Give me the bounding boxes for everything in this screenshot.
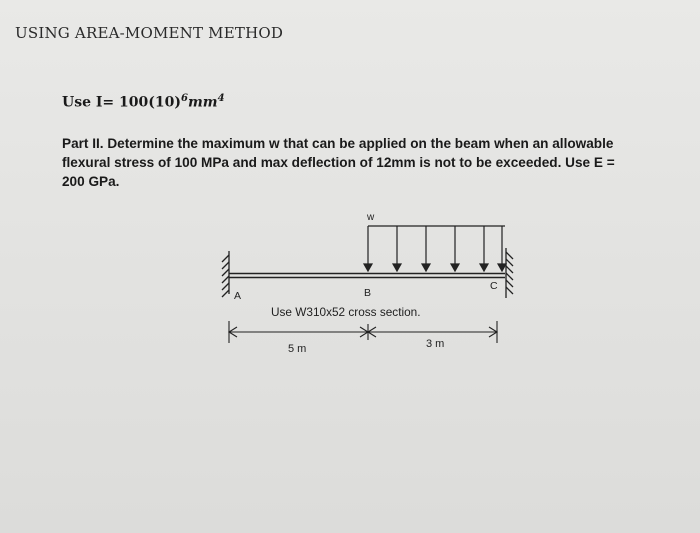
dimension-label-3m: 3 m	[426, 338, 445, 350]
load-label-w: w	[367, 212, 375, 223]
moment-prefix: Use I= 100(10)	[62, 94, 181, 111]
point-label-b: B	[364, 287, 372, 299]
point-label-a: A	[234, 290, 242, 302]
problem-line-2: flexural stress of 100 MPa and max deflection of 12mm is not to be exceeded. Use E =	[62, 155, 615, 170]
distributed-load	[364, 226, 506, 271]
moment-exponent: 6	[180, 93, 188, 104]
page-heading: USING AREA-MOMENT METHOD	[15, 24, 284, 42]
dimension-label-5m: 5 m	[288, 343, 307, 355]
dimension-line	[229, 321, 497, 343]
section-note: Use W310x52 cross section.	[271, 305, 421, 319]
moment-unit: mm	[187, 94, 218, 111]
beam	[229, 274, 505, 278]
problem-line-1: Part II. Determine the maximum w that can be applied on the beam when an allowable	[62, 136, 614, 151]
moment-unit-exponent: 4	[217, 93, 225, 104]
point-label-c: C	[490, 280, 498, 292]
fixed-support-c	[506, 248, 513, 298]
problem-line-3: 200 GPa.	[62, 174, 120, 189]
fixed-support-a	[222, 251, 229, 297]
